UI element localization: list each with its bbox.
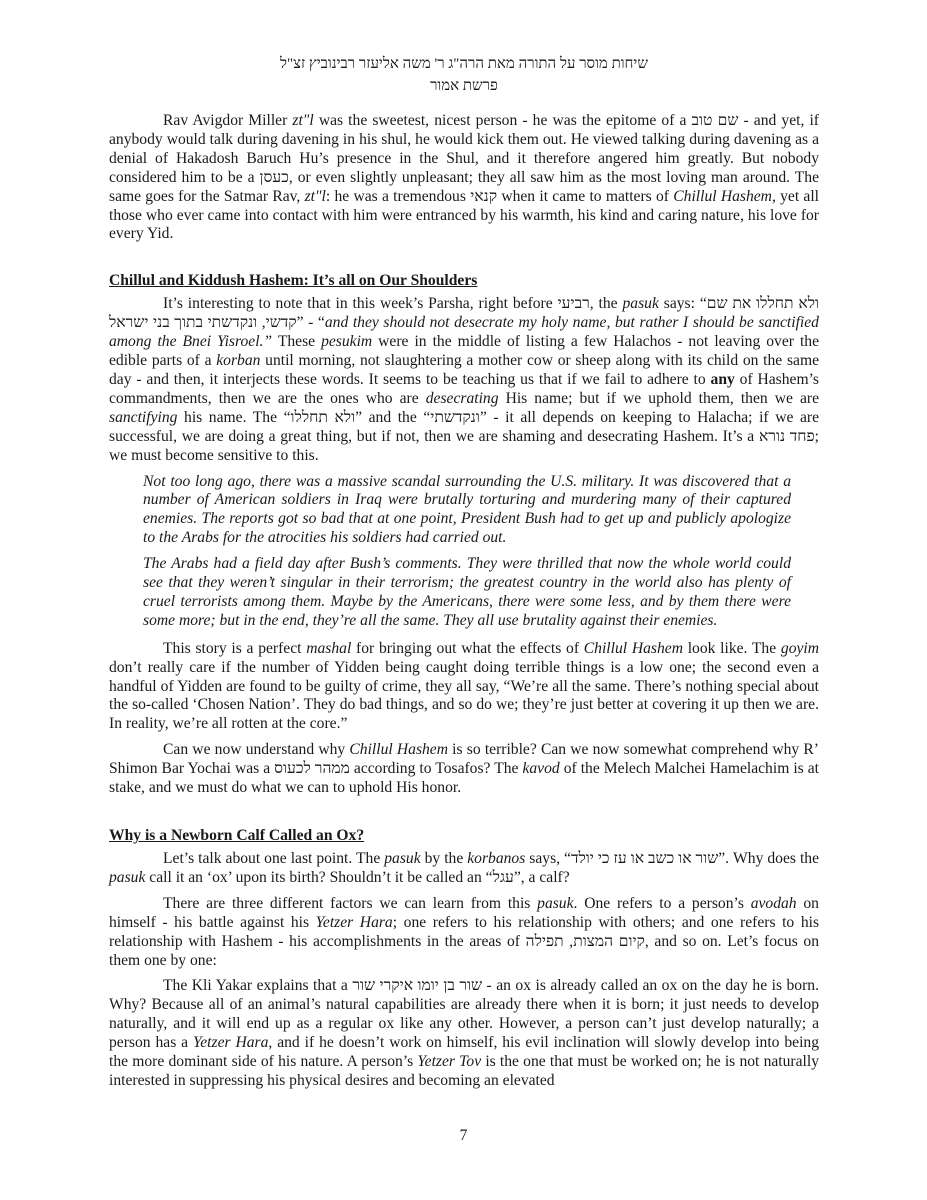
document-body <box>109 112 819 1091</box>
section-heading-chillul-kiddush: Chillul and Kiddush Hashem: It’s all on Our Shoulders <box>109 272 478 290</box>
section1-paragraph-2: This story is a perfect mashal for bringing out what the effects of Chillul Hashem look like. The goyim don’t really care if the number of Yidden being caught doing terrible things is a low one; the second even a handful of Yidden are found to be guilty of crime, they all say, “We’re all the same. There’s nothing special about the so-called ‘Chosen Nation’. They do bad things, and so do we; they’re just better at covering it up then we are. In reality, we’re all rotten at the core.” <box>109 639 819 733</box>
story-paragraph-2: The Arabs had a field day after Bush’s comments. They were thrilled that now the whole world could see that they weren’t singular in their terrorism; the greatest country in the world also has plenty of cruel terrorists among them. Maybe by the Americans, there were some less, and by them there were some more; but in the end, they’re all the same. They all use brutality against their enemies. <box>143 555 791 629</box>
story-block <box>143 473 791 631</box>
section1-paragraph-3: Can we now understand why Chillul Hashem is so terrible? Can we now somewhat comprehend why R’ Shimon Bar Yochai was a ממהר לכעוס according to Tosafos? The kavod of the Melech Malchei Hamelachim is at stake, and we must do what we can to uphold His honor. <box>109 741 819 797</box>
section1-paragraph-1: It’s interesting to note that in this week’s Parsha, right before רביעי, the pasuk says: “ולא תחללו את שם קדשי, ונקדשתי בתוך בני ישראל” - “and they should not desecrate my holy name, but rather I should be sanctified among the Bnei Yisroel.” These pesukim were in the middle of listing a few Halachos - not leaving over the edible parts of a korban until morning, not slaughtering a mother cow or sheep along with its child on the same day - and then, it interjects these words. It seems to be teaching us that if we fail to adhere to any of Hashem’s commandments, then we are the ones who are desecrating His name; but if we uphold them, then we are sanctifying his name. The “ולא תחללו” and the “ונקדשתי” - it all depends on keeping to Halacha; if we are successful, we are doing a great thing, but if not, then we are shaming and desecrating Hashem. It’s a פחד נורא; we must become sensitive to this. <box>109 295 820 464</box>
story-paragraph-1: Not too long ago, there was a massive scandal surrounding the U.S. military. It was discovered that a number of American soldiers in Iraq were brutally torturing and murdering many of their captured enemies. The reports got so bad that at one point, President Bush had to get up and publicly apologize to the Arabs for the atrocities his soldiers had carried out. <box>143 472 791 547</box>
section2-paragraph-2: There are three different factors we can learn from this pasuk. One refers to a person’s avodah on himself - his battle against his Yetzer Hara; one refers to his relationship with others; and one refers to his relationship with Hashem - his accomplishments in the areas of קיום המצות, תפילה, and so on. Let’s focus on them one by one: <box>109 894 820 969</box>
intro-paragraph: Rav Avigdor Miller zt"l was the sweetest, nicest person - he was the epitome of a שם טוב - and yet, if anybody would talk during davening in his shul, he would kick them out. He viewed talking during davening as a denial of Hakadosh Baruch Hu’s presence in the Shul, and it therefore angered him greatly. But nobody considered him to be a כעסן, or even slightly unpleasant; they all saw him as the most loving man around. The same goes for the Satmar Rav, zt"l: he was a tremendous קנאי when it came to matters of Chillul Hashem, yet all those who ever came into contact with him were entranced by his warmth, his kind and caring nature, his love for every Yid. <box>109 112 820 243</box>
section2-paragraph-3: The Kli Yakar explains that a שור בן יומו איקרי שור - an ox is already called an ox on the day he is born. Why? Because all of an animal’s natural capabilities are already there when it is born; it just needs to develop naturally, and it will end up as a regular ox like any other. However, a person can’t just develop naturally; a person has a Yetzer Hara, and if he doesn’t work on himself, his evil inclination will slowly develop into being the more dominant side of his nature. A person’s Yetzer Tov is the one that must be worked on; he is not naturally interested in suppressing his physical desires and becoming an elevated <box>109 977 819 1089</box>
section-heading-newborn-calf: Why is a Newborn Calf Called an Ox? <box>109 827 365 844</box>
page-number: 7 <box>459 1127 468 1144</box>
header-series-title: שיחות מוסר על התורה מאת הרה"ג ר' משה אליעזר רבינוביץ זצ"ל <box>279 56 648 72</box>
section2-paragraph-1: Let’s talk about one last point. The pasuk by the korbanos says, “שור או כשב או עז כי יולד”. Why does the pasuk call it an ‘ox’ upon its birth? Shouldn’t it be called an “עגל”, a calf? <box>109 850 819 886</box>
header-parsha-title: פרשת אמור <box>430 78 498 94</box>
document-page <box>109 54 819 1091</box>
running-header <box>109 54 819 96</box>
